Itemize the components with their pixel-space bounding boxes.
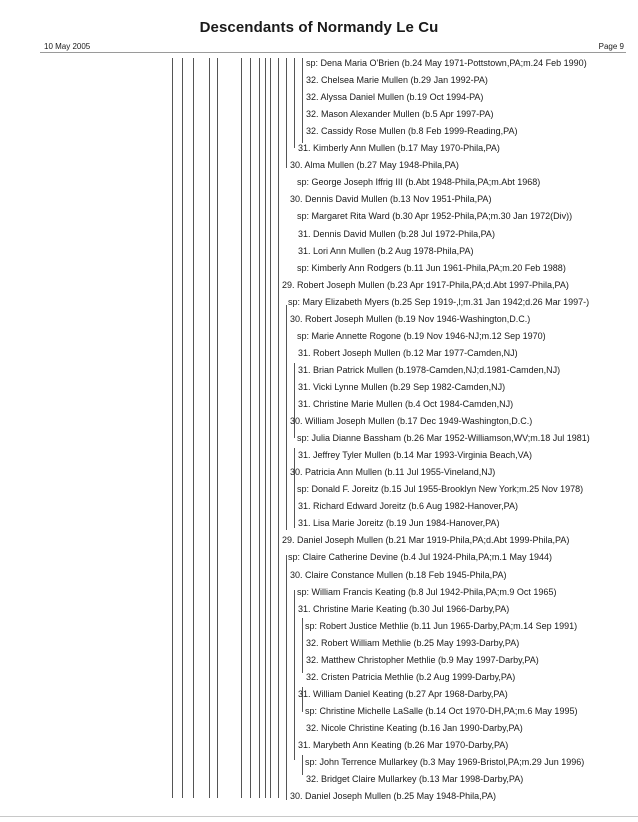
branch-line xyxy=(286,555,287,800)
page-number: Page 9 xyxy=(598,42,624,51)
header-rule xyxy=(40,52,626,53)
branch-line xyxy=(294,58,295,148)
descendant-entry: 30. Robert Joseph Mullen (b.19 Nov 1946-Washington,D.C.) xyxy=(290,313,531,324)
descendant-entry: sp: William Francis Keating (b.8 Jul 1942-Phila,PA;m.9 Oct 1965) xyxy=(297,586,557,597)
branch-line xyxy=(302,618,303,673)
descendant-entry: sp: Kimberly Ann Rodgers (b.11 Jun 1961-Phila,PA;m.20 Feb 1988) xyxy=(297,262,566,273)
descendant-entry: 31. Dennis David Mullen (b.28 Jul 1972-Phila,PA) xyxy=(298,228,495,239)
descendant-entry: sp: Dena Maria O'Brien (b.24 May 1971-Pottstown,PA;m.24 Feb 1990) xyxy=(306,58,587,68)
descendant-entry: 31. Jeffrey Tyler Mullen (b.14 Mar 1993-Virginia Beach,VA) xyxy=(298,450,532,461)
generation-line xyxy=(193,58,194,798)
descendant-entry: 31. Brian Patrick Mullen (b.1978-Camden,NJ;d.1981-Camden,NJ) xyxy=(298,364,561,375)
descendant-entry: 31. Richard Edward Joreitz (b.6 Aug 1982-Hanover,PA) xyxy=(298,501,518,512)
descendant-entry: 31. Kimberly Ann Mullen (b.17 May 1970-Phila,PA) xyxy=(298,143,500,154)
generation-line xyxy=(182,58,183,798)
descendant-entry: 32. Cassidy Rose Mullen (b.8 Feb 1999-Reading,PA) xyxy=(306,126,518,137)
generation-line xyxy=(241,58,242,798)
descendant-entry: 31. Christine Marie Keating (b.30 Jul 1966-Darby,PA) xyxy=(298,603,510,614)
branch-line xyxy=(294,448,295,528)
report-date: 10 May 2005 xyxy=(44,42,91,51)
descendant-entry: 31. William Daniel Keating (b.27 Apr 1968-Darby,PA) xyxy=(298,688,508,699)
descendant-entry: sp: Marie Annette Rogone (b.19 Nov 1946-NJ;m.12 Sep 1970) xyxy=(297,330,546,341)
descendant-entry: 29. Robert Joseph Mullen (b.23 Apr 1917-Phila,PA;d.Abt 1997-Phila,PA) xyxy=(282,279,569,290)
descendant-entry: 32. Cristen Patricia Methlie (b.2 Aug 1999-Darby,PA) xyxy=(306,671,516,682)
descendant-entry: 32. Nicole Christine Keating (b.16 Jan 1990-Darby,PA) xyxy=(306,722,523,733)
descendant-entry: 31. Robert Joseph Mullen (b.12 Mar 1977-Camden,NJ) xyxy=(298,347,518,358)
descendant-entry: 31. Marybeth Ann Keating (b.26 Mar 1970-Darby,PA) xyxy=(298,740,509,750)
branch-line xyxy=(302,58,303,143)
descendant-entry: sp: Christine Michelle LaSalle (b.14 Oct 1970-DH,PA;m.6 May 1995) xyxy=(305,705,578,716)
branch-line xyxy=(286,305,287,530)
descendant-entry: sp: Donald F. Joreitz (b.15 Jul 1955-Brooklyn New York;m.25 Nov 1978) xyxy=(297,484,584,495)
generation-line xyxy=(250,58,251,798)
descendant-entry: 32. Alyssa Daniel Mullen (b.19 Oct 1994-PA) xyxy=(306,92,484,103)
descendant-entry: 30. Dennis David Mullen (b.13 Nov 1951-Phila,PA) xyxy=(290,194,492,205)
descendant-entry: 30. Claire Constance Mullen (b.18 Feb 1945-Phila,PA) xyxy=(290,569,507,580)
descendant-entry: 30. Patricia Ann Mullen (b.11 Jul 1955-Vineland,NJ) xyxy=(290,467,496,478)
descendant-entry: sp: Margaret Rita Ward (b.30 Apr 1952-Phila,PA;m.30 Jan 1972(Div)) xyxy=(297,211,573,222)
generation-line xyxy=(259,58,260,798)
descendant-entry: 30. Daniel Joseph Mullen (b.25 May 1948-Phila,PA) xyxy=(290,791,496,802)
descendant-entry: sp: John Terrence Mullarkey (b.3 May 1969-Bristol,PA;m.29 Jun 1996) xyxy=(305,757,585,768)
footer-rule xyxy=(0,816,638,817)
descendant-entry: sp: Mary Elizabeth Myers (b.25 Sep 1919-,l;m.31 Jan 1942;d.26 Mar 1997-) xyxy=(288,296,590,307)
descendant-entry: 31. Lisa Marie Joreitz (b.19 Jun 1984-Hanover,PA) xyxy=(298,518,500,529)
descendant-entry: 32. Bridget Claire Mullarkey (b.13 Mar 1998-Darby,PA) xyxy=(306,774,524,785)
generation-line xyxy=(265,58,266,798)
generation-line xyxy=(172,58,173,798)
descendant-entry: 32. Mason Alexander Mullen (b.5 Apr 1997-PA) xyxy=(306,109,494,120)
descendant-entry: 31. Vicki Lynne Mullen (b.29 Sep 1982-Camden,NJ) xyxy=(298,381,506,392)
descendant-entry: sp: Robert Justice Methlie (b.11 Jun 1965-Darby,PA;m.14 Sep 1991) xyxy=(305,620,578,631)
descendant-entry: 30. Alma Mullen (b.27 May 1948-Phila,PA) xyxy=(290,160,459,171)
branch-line xyxy=(294,590,295,760)
branch-line xyxy=(286,58,287,168)
generation-line xyxy=(278,58,279,798)
descendant-entry: 29. Daniel Joseph Mullen (b.21 Mar 1919-Phila,PA;d.Abt 1999-Phila,PA) xyxy=(282,535,570,546)
descendant-entry: 31. Christine Marie Mullen (b.4 Oct 1984-Camden,NJ) xyxy=(298,399,514,409)
branch-line xyxy=(302,755,303,775)
generation-line xyxy=(209,58,210,798)
descendant-entry: 32. Matthew Christopher Methlie (b.9 May 1997-Darby,PA) xyxy=(306,654,539,665)
descendant-entry: 32. Chelsea Marie Mullen (b.29 Jan 1992-PA) xyxy=(306,75,488,86)
report-title: Descendants of Normandy Le Cu xyxy=(199,19,439,36)
descendant-entry: sp: Claire Catherine Devine (b.4 Jul 1924-Phila,PA;m.1 May 1944) xyxy=(288,552,552,563)
descendant-entry: sp: Julia Dianne Bassham (b.26 Mar 1952-Williamson,WV;m.18 Jul 1981) xyxy=(297,433,590,444)
descendant-entry: 31. Lori Ann Mullen (b.2 Aug 1978-Phila,PA) xyxy=(298,245,474,256)
descendant-entry: sp: George Joseph Iffrig III (b.Abt 1948-Phila,PA;m.Abt 1968) xyxy=(297,177,541,188)
descendant-entry: 32. Robert William Methlie (b.25 May 1993-Darby,PA) xyxy=(306,637,520,648)
generation-line xyxy=(270,58,271,798)
generation-line xyxy=(217,58,218,798)
descendant-entry: 30. William Joseph Mullen (b.17 Dec 1949-Washington,D.C.) xyxy=(290,416,533,427)
